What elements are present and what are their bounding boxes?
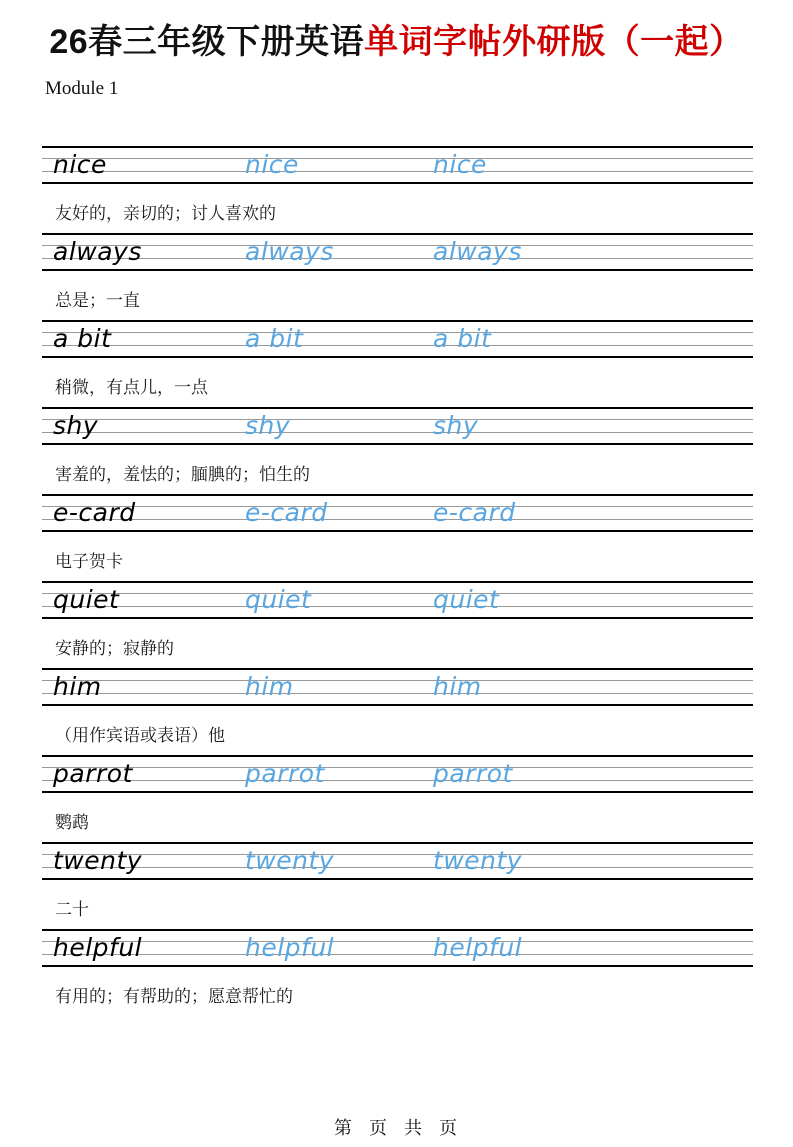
guide-line bbox=[42, 606, 753, 607]
trace-word-1: e-card bbox=[245, 498, 328, 527]
word-practice-row bbox=[42, 320, 753, 407]
word-meaning: 总是；一直 bbox=[55, 291, 140, 311]
guide-line bbox=[42, 171, 753, 172]
handwriting-guide bbox=[42, 494, 753, 532]
word-practice-list bbox=[42, 146, 753, 1016]
guide-line bbox=[42, 593, 753, 594]
word-meaning: 安静的；寂静的 bbox=[55, 639, 174, 659]
trace-word-1: always bbox=[245, 237, 334, 266]
trace-word-2: him bbox=[433, 672, 482, 701]
word-practice-row bbox=[42, 494, 753, 581]
trace-word-2: nice bbox=[433, 150, 487, 179]
handwriting-guide bbox=[42, 320, 753, 358]
word-meaning: 鹦鹉 bbox=[55, 813, 89, 833]
practice-word: him bbox=[53, 672, 102, 701]
trace-word-1: shy bbox=[245, 411, 291, 440]
guide-line bbox=[42, 767, 753, 768]
trace-word-1: quiet bbox=[245, 585, 312, 614]
guide-line bbox=[42, 867, 753, 868]
guide-line bbox=[42, 432, 753, 433]
practice-word: quiet bbox=[53, 585, 120, 614]
word-practice-row bbox=[42, 146, 753, 233]
trace-word-2: always bbox=[433, 237, 522, 266]
trace-word-2: e-card bbox=[433, 498, 516, 527]
handwriting-guide bbox=[42, 233, 753, 271]
trace-word-1: a bit bbox=[245, 324, 304, 353]
trace-word-1: helpful bbox=[245, 933, 335, 962]
practice-word: twenty bbox=[53, 846, 143, 875]
word-meaning: 害羞的，羞怯的；腼腆的；怕生的 bbox=[55, 465, 310, 485]
handwriting-guide bbox=[42, 755, 753, 793]
guide-line bbox=[42, 693, 753, 694]
practice-word: shy bbox=[53, 411, 99, 440]
practice-word: e-card bbox=[53, 498, 136, 527]
practice-word: helpful bbox=[53, 933, 143, 962]
handwriting-guide bbox=[42, 929, 753, 967]
word-practice-row bbox=[42, 929, 753, 1016]
page-title bbox=[0, 25, 793, 61]
word-practice-row bbox=[42, 581, 753, 668]
handwriting-guide bbox=[42, 407, 753, 445]
guide-line bbox=[42, 419, 753, 420]
word-practice-row bbox=[42, 407, 753, 494]
guide-line bbox=[42, 954, 753, 955]
handwriting-guide bbox=[42, 842, 753, 880]
guide-line bbox=[42, 680, 753, 681]
trace-word-2: a bit bbox=[433, 324, 492, 353]
word-practice-row bbox=[42, 233, 753, 320]
word-meaning: （用作宾语或表语）他 bbox=[55, 726, 225, 746]
guide-line bbox=[42, 332, 753, 333]
guide-line bbox=[42, 258, 753, 259]
word-meaning: 二十 bbox=[55, 900, 89, 920]
guide-line bbox=[42, 519, 753, 520]
trace-word-1: parrot bbox=[245, 759, 325, 788]
practice-word: parrot bbox=[53, 759, 133, 788]
practice-word: nice bbox=[53, 150, 107, 179]
guide-line bbox=[42, 854, 753, 855]
word-meaning: 电子贺卡 bbox=[55, 552, 123, 572]
word-meaning: 稍微，有点儿，一点 bbox=[55, 378, 208, 398]
title-red-part: 单词字帖外研版（一起） bbox=[364, 23, 744, 61]
trace-word-2: parrot bbox=[433, 759, 513, 788]
guide-line bbox=[42, 345, 753, 346]
guide-line bbox=[42, 506, 753, 507]
word-practice-row bbox=[42, 668, 753, 755]
trace-word-2: helpful bbox=[433, 933, 523, 962]
module-label: Module 1 bbox=[45, 77, 119, 99]
page-footer: 第 页 共 页 bbox=[333, 1118, 459, 1138]
word-meaning: 友好的，亲切的；讨人喜欢的 bbox=[55, 204, 276, 224]
word-practice-row bbox=[42, 842, 753, 929]
trace-word-1: nice bbox=[245, 150, 299, 179]
trace-word-2: twenty bbox=[433, 846, 523, 875]
guide-line bbox=[42, 941, 753, 942]
trace-word-2: shy bbox=[433, 411, 479, 440]
trace-word-1: him bbox=[245, 672, 294, 701]
handwriting-guide bbox=[42, 581, 753, 619]
guide-line bbox=[42, 780, 753, 781]
practice-word: always bbox=[53, 237, 142, 266]
word-meaning: 有用的；有帮助的；愿意帮忙的 bbox=[55, 987, 293, 1007]
trace-word-1: twenty bbox=[245, 846, 335, 875]
word-practice-row bbox=[42, 755, 753, 842]
title-black-part: 26春三年级下册英语 bbox=[49, 23, 365, 61]
handwriting-guide bbox=[42, 146, 753, 184]
guide-line bbox=[42, 158, 753, 159]
practice-word: a bit bbox=[53, 324, 112, 353]
handwriting-guide bbox=[42, 668, 753, 706]
guide-line bbox=[42, 245, 753, 246]
trace-word-2: quiet bbox=[433, 585, 500, 614]
